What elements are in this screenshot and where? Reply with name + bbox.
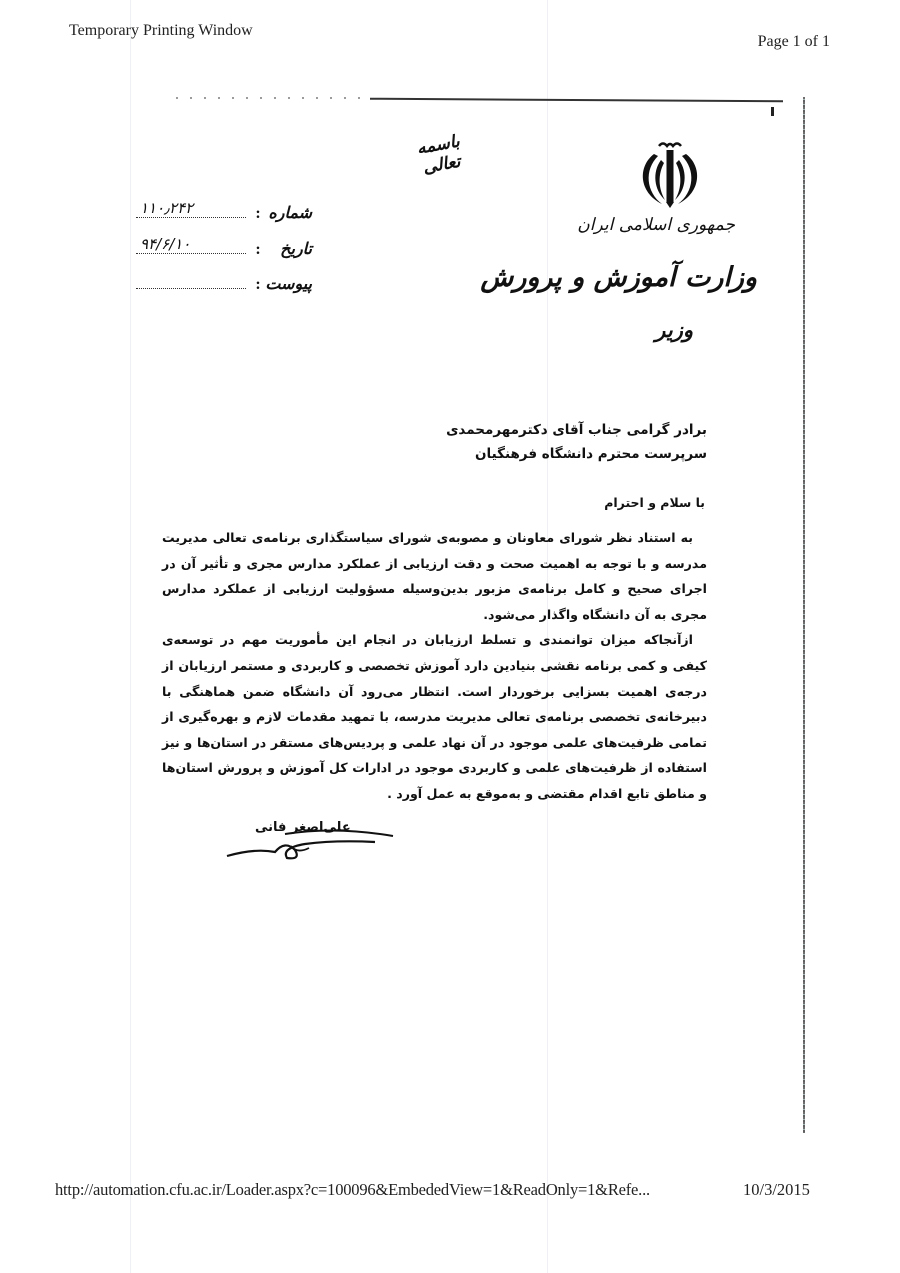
date-field <box>136 233 246 254</box>
date-row <box>136 233 312 259</box>
colon: : <box>255 276 261 293</box>
addressee-name: برادر گرامی جناب آقای دکترمهرمحمدی <box>446 422 707 438</box>
print-footer-date: 10/3/2015 <box>743 1180 810 1199</box>
number-field <box>136 197 246 218</box>
signatory-name: علی‌اصغر فانی <box>255 820 351 835</box>
iran-emblem-icon <box>632 140 708 210</box>
date-value: ۹۴/۶/۱۰ <box>140 235 191 253</box>
invocation: باسمه تعالی <box>415 131 462 178</box>
attachment-field <box>136 268 246 289</box>
paragraph-1: به استناد نظر شورای معاونان و مصوبه‌ی شورای سیاستگذاری برنامه‌ی تعالی مدیریت مدرسه و با توجه به اهمیت صحت و دقت ارزیابی از عملکرد مدارس مجری و تأثیر آن در اجرای صحیح و کامل برنامه‌ی مزبور بدین‌وسیله مسؤولیت ارزیابی از عملکرد مدارس مجری به آن دانشگاه واگذار می‌شود. <box>162 530 707 622</box>
scan-artifact-column <box>130 0 131 1273</box>
margin-rule <box>803 97 805 1133</box>
addressee-title: سرپرست محترم دانشگاه فرهنگیان <box>474 446 707 462</box>
greeting: با سلام و احترام <box>604 495 705 510</box>
republic-title: جمهوری اسلامی ایران <box>577 215 735 235</box>
colon: : <box>255 205 261 222</box>
attachment-row <box>136 268 312 294</box>
office-title: وزیر <box>655 318 693 342</box>
signature-icon <box>225 818 395 863</box>
scan-noise <box>170 96 370 100</box>
print-footer-url: http://automation.cfu.ac.ir/Loader.aspx?c=100096&EmbededView=1&ReadOnly=1&Refe... <box>55 1180 650 1199</box>
header-rule <box>370 98 783 103</box>
number-value: ۱۱۰٫۲۴۲ <box>140 199 194 217</box>
ministry-title: وزارت آموزش و پرورش <box>480 262 757 293</box>
letter-body <box>162 525 707 807</box>
page-mark <box>771 107 774 116</box>
paragraph-2: ازآنجاکه میزان توانمندی و تسلط ارزیابان در انجام این مأموریت مهم در توسعه‌ی کیفی و کمی برنامه نقشی بنیادین دارد آموزش تخصصی و کاربردی و مستمر ارزیابان از درجه‌ی اهمیت بسزایی برخوردار است. انتظار می‌رود آن دانشگاه ضمن هماهنگی با دبیرخانه‌ی تخصصی برنامه‌ی تعالی مدیریت مدرسه، با تمهید مقدمات لازم و بهره‌گیری از تمامی ظرفیت‌های علمی موجود در آن نهاد علمی و پردیس‌های مستقر در استان‌ها و نیز استفاده از ظرفیت‌های علمی و کاربردی موجود در ادارات کل آموزش و پرورش استان‌ها و مناطق تابع اقدام مقتضی و به‌موقع به عمل آورد . <box>162 632 707 801</box>
print-window-title: Temporary Printing Window <box>69 22 253 39</box>
page-indicator: Page 1 of 1 <box>757 33 830 50</box>
attachment-label: پیوست <box>265 274 312 293</box>
date-label: تاریخ <box>280 239 312 258</box>
colon: : <box>255 241 261 258</box>
number-row <box>136 197 312 223</box>
addressee <box>446 418 707 466</box>
number-label: شماره <box>268 203 312 222</box>
